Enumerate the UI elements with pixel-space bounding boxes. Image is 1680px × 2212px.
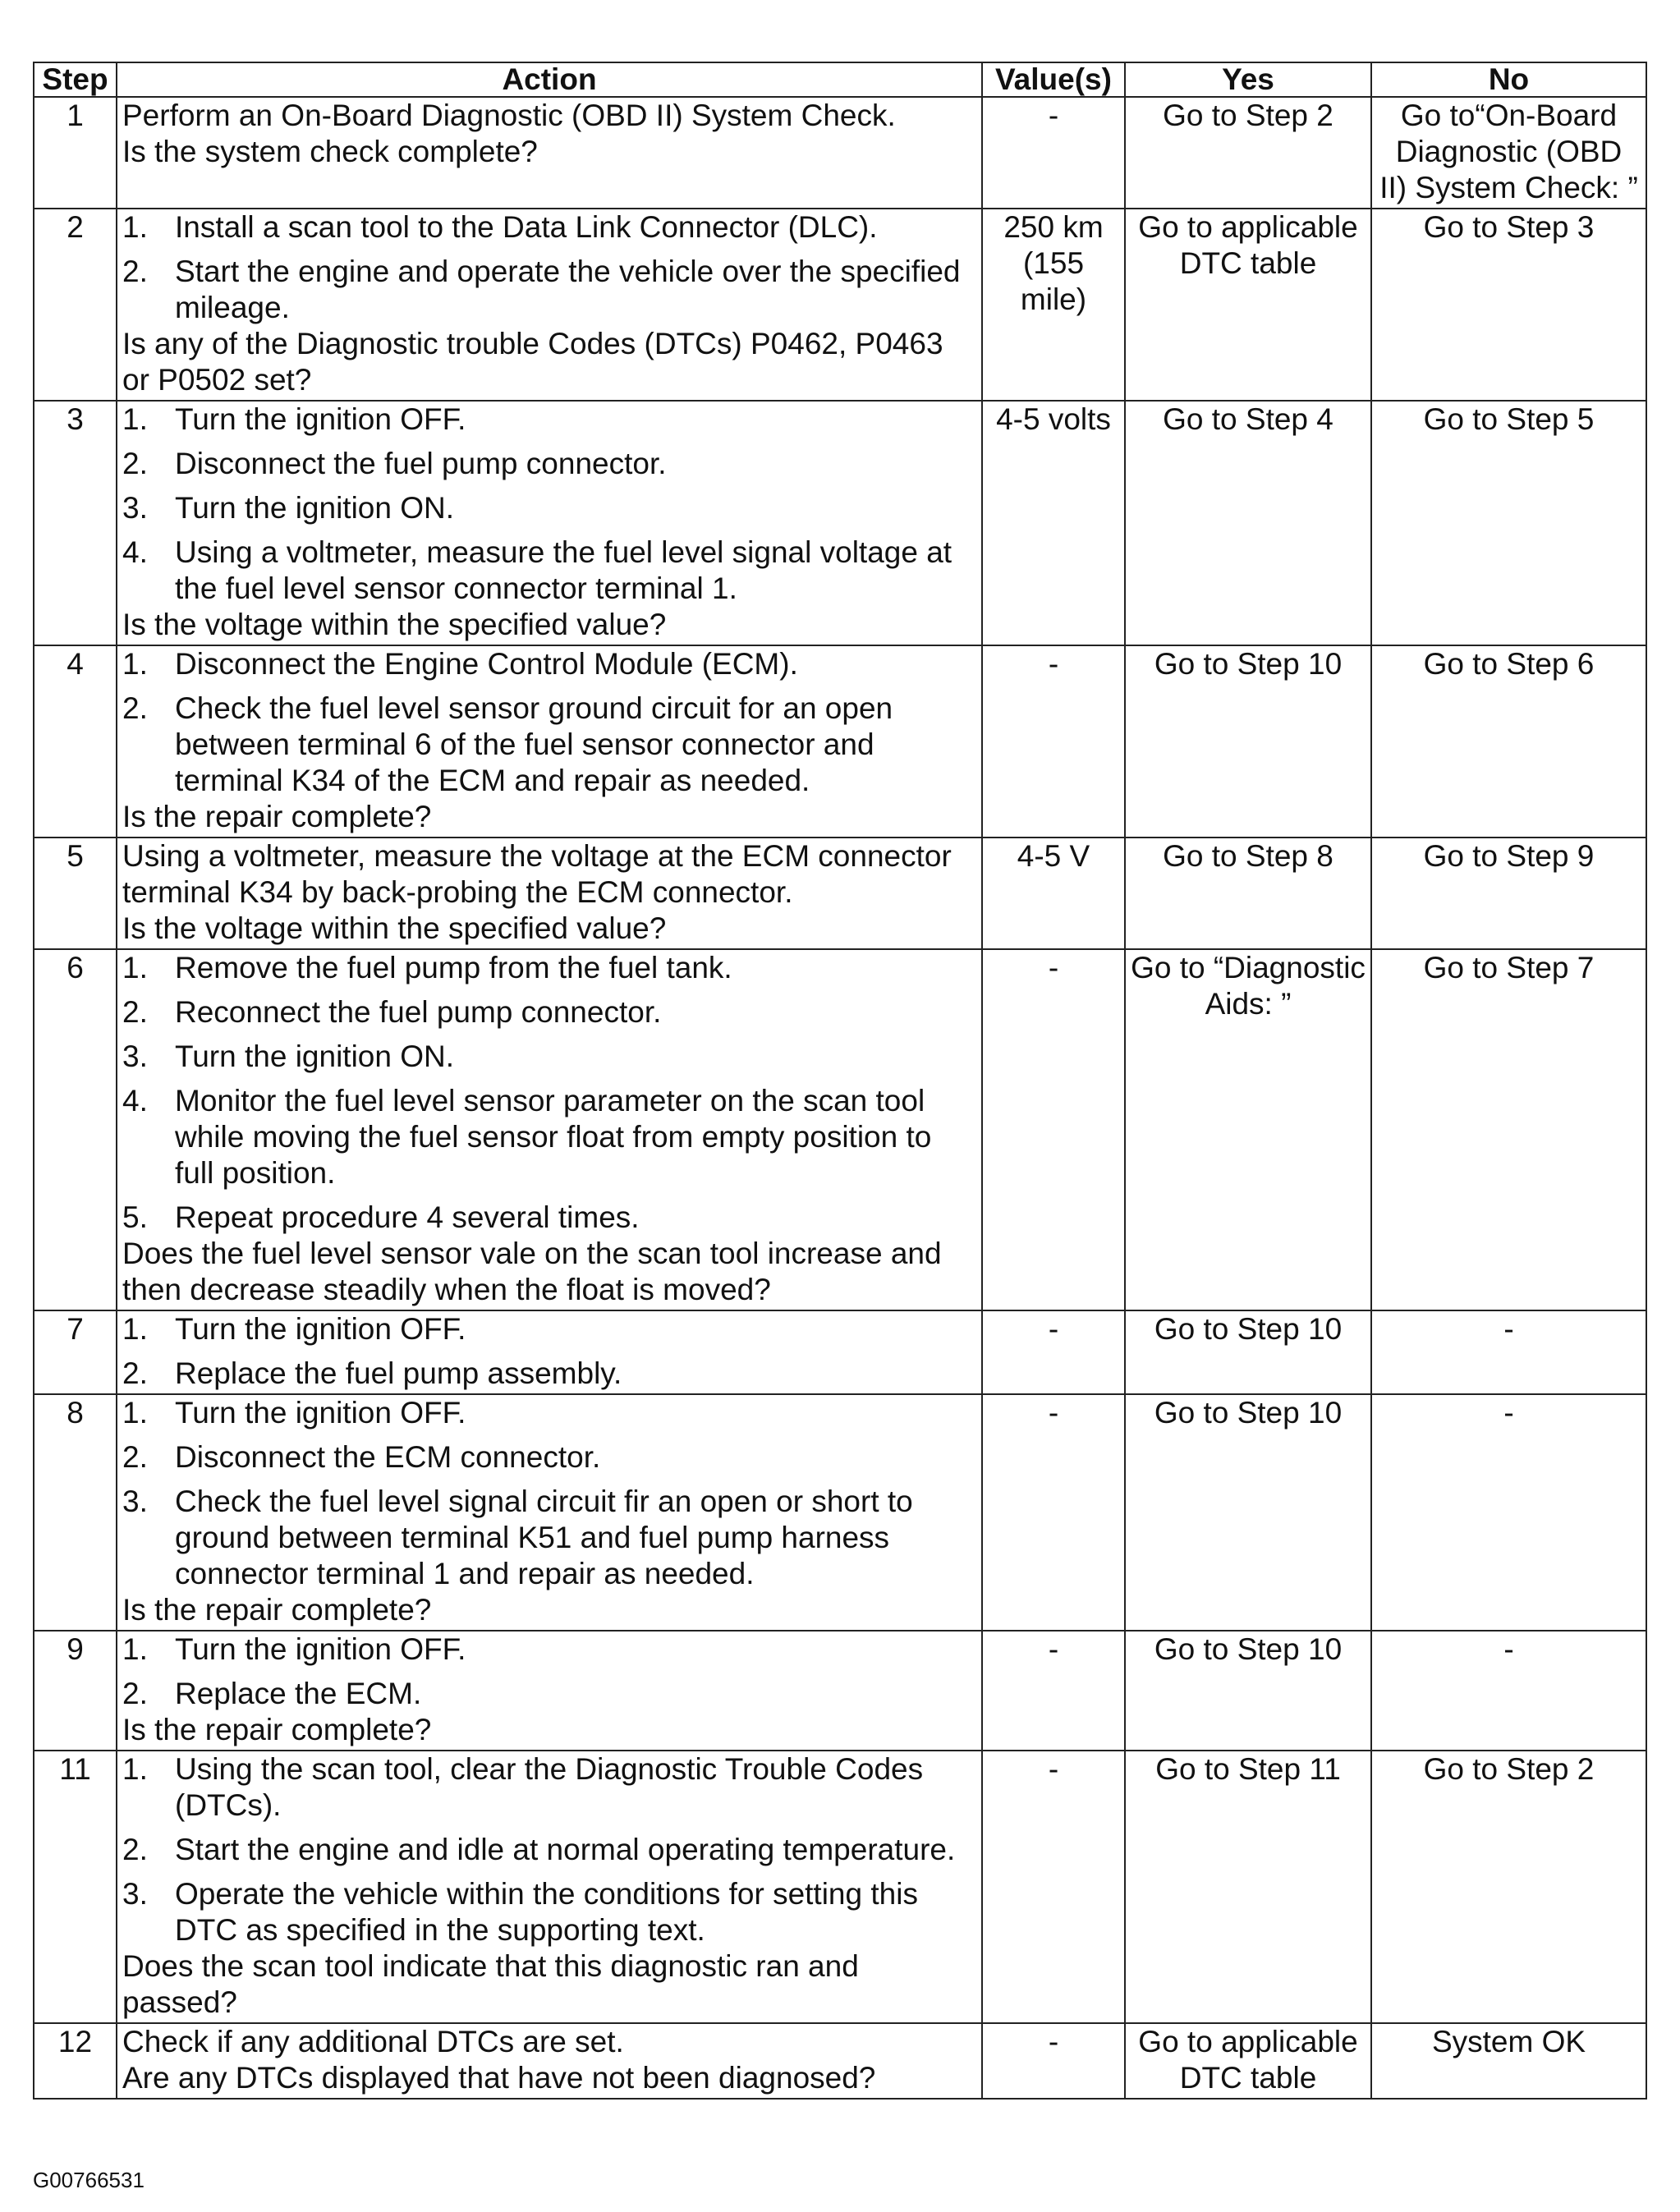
procedure-step xyxy=(122,1676,976,1712)
no-text: Go to Step 9 xyxy=(1423,839,1595,873)
procedure-step xyxy=(122,535,976,607)
yes-text: Go to Step 10 xyxy=(1154,647,1343,681)
no-text: Go to Step 7 xyxy=(1423,951,1595,984)
value-text: - xyxy=(1048,2025,1059,2058)
yes-text: DTC table xyxy=(1179,2061,1317,2095)
procedure-step-text: Disconnect the fuel pump connector. xyxy=(175,447,667,480)
value-cell xyxy=(982,1631,1125,1751)
procedure-step-text: Install a scan tool to the Data Link Connector (DLC). xyxy=(175,210,878,244)
procedure-step-text: Remove the fuel pump from the fuel tank. xyxy=(175,951,732,984)
procedure-step-text: Turn the ignition OFF. xyxy=(175,1312,466,1346)
procedure-step-text: Repeat procedure 4 several times. xyxy=(175,1200,640,1234)
step-cell: 11 xyxy=(34,1751,117,2023)
yes-text: Go to Step 10 xyxy=(1154,1632,1343,1666)
header-step: Step xyxy=(34,62,117,97)
procedure-step xyxy=(122,490,976,526)
action-question: Is any of the Diagnostic trouble Codes (DTCs) P0462, P0463 or P0502 set? xyxy=(122,327,943,397)
action-question: Is the repair complete? xyxy=(122,1593,432,1627)
action-cell xyxy=(117,2023,982,2099)
step-cell: 2 xyxy=(34,209,117,401)
value-text: - xyxy=(1048,1312,1059,1346)
action-cell xyxy=(117,1631,982,1751)
procedure-step-number: 3. xyxy=(122,1039,148,1073)
procedure-list xyxy=(122,1751,976,1948)
procedure-step-text: Replace the fuel pump assembly. xyxy=(175,1356,622,1390)
procedure-step-number: 1. xyxy=(122,1396,148,1430)
no-text: - xyxy=(1503,1396,1514,1430)
step-cell: 1 xyxy=(34,97,117,209)
value-cell xyxy=(982,645,1125,838)
step-cell: 5 xyxy=(34,838,117,949)
value-cell xyxy=(982,2023,1125,2099)
procedure-step-text: Disconnect the Engine Control Module (ECM). xyxy=(175,647,798,681)
table-row xyxy=(34,645,1646,838)
value-text: - xyxy=(1048,1752,1059,1786)
no-cell xyxy=(1371,645,1646,838)
table-body xyxy=(34,97,1646,2099)
no-text: Go to“On-Board xyxy=(1400,99,1618,132)
procedure-step xyxy=(122,1876,976,1948)
action-cell xyxy=(117,97,982,209)
yes-text: Go to Step 11 xyxy=(1155,1752,1341,1786)
yes-text: Go to Step 10 xyxy=(1154,1396,1343,1430)
action-question: Does the scan tool indicate that this diagnostic ran and passed? xyxy=(122,1949,859,2019)
no-text: II) System Check: ” xyxy=(1379,171,1638,204)
action-cell xyxy=(117,1394,982,1631)
no-text: System OK xyxy=(1431,2025,1586,2058)
procedure-step-number: 2. xyxy=(122,1440,148,1474)
procedure-step xyxy=(122,402,976,438)
procedure-step-number: 1. xyxy=(122,210,148,244)
value-text: - xyxy=(1048,951,1059,984)
action-question: Does the fuel level sensor vale on the scan tool increase and then decrease steadily when the float is moved? xyxy=(122,1237,942,1306)
procedure-list xyxy=(122,402,976,607)
procedure-step-number: 5. xyxy=(122,1200,148,1234)
action-text: Check if any additional DTCs are set. xyxy=(122,2025,624,2058)
procedure-step-number: 2. xyxy=(122,1356,148,1390)
no-cell xyxy=(1371,209,1646,401)
table-row xyxy=(34,949,1646,1310)
step-cell: 7 xyxy=(34,1310,117,1394)
action-question: Is the repair complete? xyxy=(122,800,432,833)
action-cell xyxy=(117,949,982,1310)
no-cell xyxy=(1371,1394,1646,1631)
procedure-step-text: Monitor the fuel level sensor parameter on the scan tool while moving the fuel sensor float from empty position to full position. xyxy=(175,1084,932,1190)
no-text: Go to Step 6 xyxy=(1423,647,1595,681)
value-text: 4-5 volts xyxy=(996,402,1111,436)
procedure-step-text: Turn the ignition OFF. xyxy=(175,402,466,436)
yes-cell xyxy=(1125,401,1371,645)
procedure-step-text: Start the engine and operate the vehicle over the specified mileage. xyxy=(175,255,961,324)
yes-text: Go to “Diagnostic xyxy=(1131,951,1366,984)
yes-cell xyxy=(1125,2023,1371,2099)
procedure-step-number: 2. xyxy=(122,447,148,480)
procedure-step-text: Replace the ECM. xyxy=(175,1677,422,1710)
procedure-step-number: 1. xyxy=(122,951,148,984)
diagnostic-table xyxy=(33,62,1647,2100)
procedure-step-number: 4. xyxy=(122,1084,148,1117)
step-cell: 8 xyxy=(34,1394,117,1631)
value-text: (155 mile) xyxy=(1020,246,1087,316)
table-header-row xyxy=(34,62,1646,97)
procedure-step-number: 2. xyxy=(122,1833,148,1866)
action-question: Is the repair complete? xyxy=(122,1713,432,1746)
procedure-step-text: Turn the ignition OFF. xyxy=(175,1632,466,1666)
figure-id: G00766531 xyxy=(33,2168,145,2192)
value-text: - xyxy=(1048,647,1059,681)
yes-text: Go to Step 10 xyxy=(1154,1312,1343,1346)
value-cell xyxy=(982,97,1125,209)
procedure-step-number: 1. xyxy=(122,647,148,681)
procedure-step-text: Using a voltmeter, measure the fuel level signal voltage at the fuel level sensor connector terminal 1. xyxy=(175,535,952,605)
procedure-step-number: 1. xyxy=(122,1312,148,1346)
procedure-list xyxy=(122,646,976,799)
no-text: Go to Step 2 xyxy=(1423,1752,1595,1786)
yes-text: Go to Step 8 xyxy=(1163,839,1333,873)
table-row xyxy=(34,1310,1646,1394)
yes-cell xyxy=(1125,1631,1371,1751)
header-yes: Yes xyxy=(1125,62,1371,97)
procedure-step xyxy=(122,254,976,326)
procedure-step xyxy=(122,646,976,682)
value-text: 4-5 V xyxy=(1017,839,1090,873)
procedure-step-text: Check the fuel level signal circuit fir an open or short to ground between terminal K51 and fuel pump harness connector terminal 1 and repair as needed. xyxy=(175,1485,913,1590)
value-cell xyxy=(982,949,1125,1310)
procedure-step xyxy=(122,1751,976,1824)
yes-cell xyxy=(1125,209,1371,401)
table-row xyxy=(34,1394,1646,1631)
table-row xyxy=(34,1751,1646,2023)
value-cell xyxy=(982,1310,1125,1394)
value-cell xyxy=(982,1394,1125,1631)
procedure-step xyxy=(122,1484,976,1592)
header-values: Value(s) xyxy=(982,62,1125,97)
procedure-list xyxy=(122,1311,976,1392)
value-cell xyxy=(982,1751,1125,2023)
no-cell xyxy=(1371,1631,1646,1751)
step-cell: 12 xyxy=(34,2023,117,2099)
value-cell xyxy=(982,401,1125,645)
procedure-step-number: 2. xyxy=(122,995,148,1029)
action-question: Are any DTCs displayed that have not been diagnosed? xyxy=(122,2061,876,2095)
yes-text: DTC table xyxy=(1179,246,1317,280)
procedure-step xyxy=(122,446,976,482)
no-cell xyxy=(1371,1751,1646,2023)
value-cell xyxy=(982,838,1125,949)
yes-text: Go to applicable xyxy=(1138,210,1358,244)
procedure-step-text: Turn the ignition OFF. xyxy=(175,1396,466,1430)
procedure-step-number: 2. xyxy=(122,255,148,288)
no-cell xyxy=(1371,949,1646,1310)
step-cell: 9 xyxy=(34,1631,117,1751)
no-text: Go to Step 3 xyxy=(1423,210,1595,244)
procedure-step xyxy=(122,1039,976,1075)
value-text: - xyxy=(1048,1632,1059,1666)
action-cell xyxy=(117,401,982,645)
action-cell xyxy=(117,645,982,838)
table-row xyxy=(34,401,1646,645)
action-text: Perform an On-Board Diagnostic (OBD II) System Check. xyxy=(122,99,896,132)
table-row xyxy=(34,838,1646,949)
table-row xyxy=(34,1631,1646,1751)
procedure-step-number: 2. xyxy=(122,691,148,725)
procedure-step-number: 4. xyxy=(122,535,148,569)
no-text: Diagnostic (OBD xyxy=(1395,135,1623,168)
action-question: Is the system check complete? xyxy=(122,135,538,168)
procedure-step xyxy=(122,209,976,246)
procedure-step xyxy=(122,1083,976,1191)
yes-cell xyxy=(1125,1310,1371,1394)
procedure-step-text: Check the fuel level sensor ground circuit for an open between terminal 6 of the fuel sensor connector and terminal K34 of the ECM and repair as needed. xyxy=(175,691,893,797)
procedure-step-text: Turn the ignition ON. xyxy=(175,491,455,525)
procedure-step-text: Operate the vehicle within the conditions for setting this DTC as specified in the supporting text. xyxy=(175,1877,918,1947)
no-text: Go to Step 5 xyxy=(1423,402,1595,436)
procedure-list xyxy=(122,1395,976,1592)
procedure-list xyxy=(122,209,976,326)
procedure-step-text: Disconnect the ECM connector. xyxy=(175,1440,601,1474)
procedure-step-number: 3. xyxy=(122,1877,148,1911)
action-text: Using a voltmeter, measure the voltage at the ECM connector terminal K34 by back-probing the ECM connector. xyxy=(122,839,952,909)
procedure-step xyxy=(122,1356,976,1392)
procedure-step xyxy=(122,691,976,799)
yes-cell xyxy=(1125,97,1371,209)
procedure-step-text: Turn the ignition ON. xyxy=(175,1039,455,1073)
header-no: No xyxy=(1371,62,1646,97)
step-cell: 6 xyxy=(34,949,117,1310)
value-text: - xyxy=(1048,1396,1059,1430)
no-cell xyxy=(1371,2023,1646,2099)
procedure-step xyxy=(122,994,976,1030)
procedure-step-number: 3. xyxy=(122,491,148,525)
procedure-step-number: 3. xyxy=(122,1485,148,1518)
no-text: - xyxy=(1503,1312,1514,1346)
procedure-step xyxy=(122,1631,976,1668)
yes-text: Aids: ” xyxy=(1205,987,1292,1021)
yes-cell xyxy=(1125,1751,1371,2023)
procedure-step-text: Using the scan tool, clear the Diagnostic Trouble Codes (DTCs). xyxy=(175,1752,924,1822)
yes-text: Go to Step 4 xyxy=(1163,402,1333,436)
yes-cell xyxy=(1125,1394,1371,1631)
procedure-step-number: 1. xyxy=(122,402,148,436)
procedure-step xyxy=(122,1311,976,1347)
procedure-step-text: Start the engine and idle at normal operating temperature. xyxy=(175,1833,956,1866)
no-cell xyxy=(1371,401,1646,645)
yes-text: Go to applicable xyxy=(1138,2025,1358,2058)
step-cell: 3 xyxy=(34,401,117,645)
procedure-step xyxy=(122,1395,976,1431)
procedure-list xyxy=(122,1631,976,1712)
procedure-step-number: 2. xyxy=(122,1677,148,1710)
procedure-step-number: 1. xyxy=(122,1752,148,1786)
table-row xyxy=(34,2023,1646,2099)
procedure-step-text: Reconnect the fuel pump connector. xyxy=(175,995,662,1029)
procedure-step-number: 1. xyxy=(122,1632,148,1666)
procedure-step xyxy=(122,1439,976,1475)
action-cell xyxy=(117,838,982,949)
step-cell: 4 xyxy=(34,645,117,838)
yes-text: Go to Step 2 xyxy=(1163,99,1333,132)
procedure-step xyxy=(122,1832,976,1868)
procedure-step xyxy=(122,950,976,986)
header-action: Action xyxy=(117,62,982,97)
no-cell xyxy=(1371,1310,1646,1394)
action-question: Is the voltage within the specified value? xyxy=(122,911,667,945)
no-text: - xyxy=(1503,1632,1514,1666)
table-row xyxy=(34,209,1646,401)
action-cell xyxy=(117,209,982,401)
value-text: - xyxy=(1048,99,1059,132)
yes-cell xyxy=(1125,645,1371,838)
procedure-list xyxy=(122,950,976,1236)
procedure-step xyxy=(122,1200,976,1236)
yes-cell xyxy=(1125,949,1371,1310)
action-cell xyxy=(117,1751,982,2023)
action-question: Is the voltage within the specified value? xyxy=(122,608,667,641)
no-cell xyxy=(1371,838,1646,949)
table-row xyxy=(34,97,1646,209)
value-cell xyxy=(982,209,1125,401)
value-text: 250 km xyxy=(1003,210,1104,244)
yes-cell xyxy=(1125,838,1371,949)
action-cell xyxy=(117,1310,982,1394)
no-cell xyxy=(1371,97,1646,209)
